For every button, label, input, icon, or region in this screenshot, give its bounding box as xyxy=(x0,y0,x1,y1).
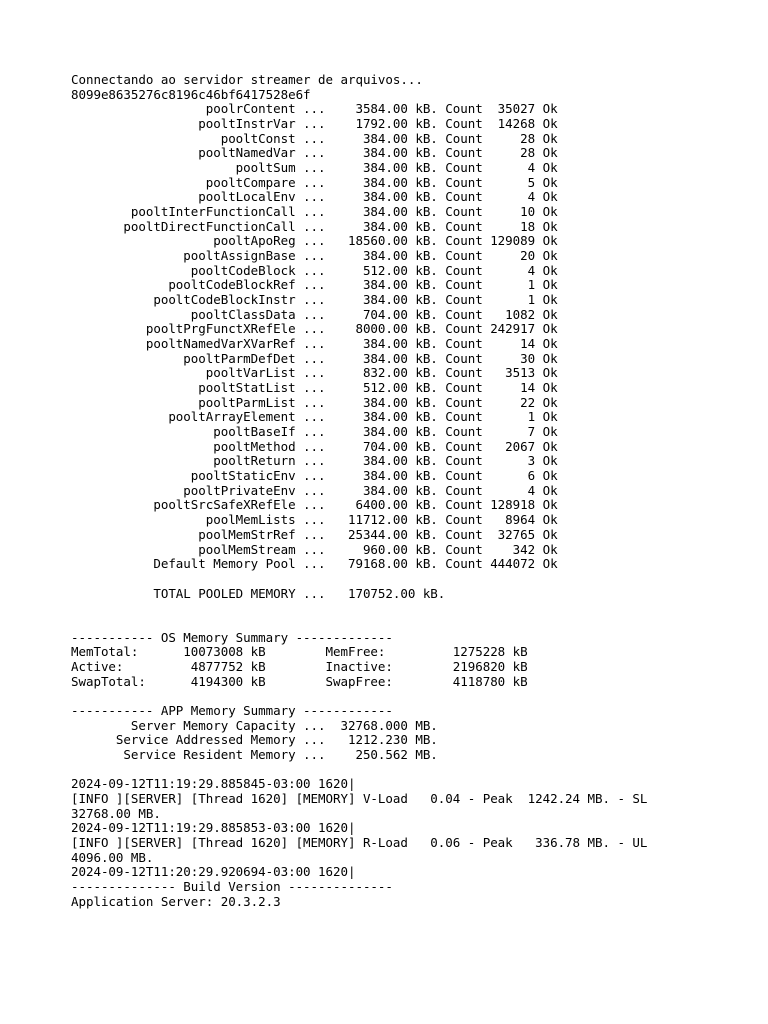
log-line: 2024-09-12T11:19:29.885845-03:00 1620| xyxy=(71,776,356,792)
blank-line xyxy=(71,616,647,631)
pool-row: pooltMethod ... 704.00 kB. Count 2067 Ok xyxy=(71,438,558,454)
log-line: 32768.00 MB. xyxy=(71,805,161,821)
pool-row: pooltCodeBlock ... 512.00 kB. Count 4 Ok xyxy=(71,262,558,278)
os-summary-row: MemTotal: 10073008 kB MemFree: 1275228 kB xyxy=(71,644,528,660)
log-line: 2024-09-12T11:19:29.885853-03:00 1620| xyxy=(71,820,356,836)
log-line: 4096.00 MB. xyxy=(71,849,154,865)
blank-line xyxy=(71,689,647,704)
pool-row: Default Memory Pool ... 79168.00 kB. Count 444072 Ok xyxy=(71,556,558,572)
pool-row: pooltPrgFunctXRefEle ... 8000.00 kB. Count 242917 Ok xyxy=(71,321,558,337)
pool-row: poolMemLists ... 11712.00 kB. Count 8964 Ok xyxy=(71,512,558,528)
pool-row: pooltArrayElement ... 384.00 kB. Count 1 Ok xyxy=(71,409,558,425)
pool-row: pooltConst ... 384.00 kB. Count 28 Ok xyxy=(71,130,558,146)
pool-row: pooltParmDefDet ... 384.00 kB. Count 30 Ok xyxy=(71,350,558,366)
pool-row: poolMemStrRef ... 25344.00 kB. Count 32765 Ok xyxy=(71,526,558,542)
log-line: 2024-09-12T11:20:29.920694-03:00 1620| xyxy=(71,864,356,880)
pool-row: pooltParmList ... 384.00 kB. Count 22 Ok xyxy=(71,394,558,410)
os-summary-row: Active: 4877752 kB Inactive: 2196820 kB xyxy=(71,658,528,674)
pool-row: pooltSum ... 384.00 kB. Count 4 Ok xyxy=(71,160,558,176)
pool-row: pooltNamedVarXVarRef ... 384.00 kB. Count 14 Ok xyxy=(71,336,558,352)
app-summary-row: Service Addressed Memory ... 1212.230 MB. xyxy=(71,732,438,748)
pool-row: pooltDirectFunctionCall ... 384.00 kB. Count 18 Ok xyxy=(71,218,558,234)
os-summary-row: SwapTotal: 4194300 kB SwapFree: 4118780 kB xyxy=(71,673,528,689)
pool-row: pooltStatList ... 512.00 kB. Count 14 Ok xyxy=(71,380,558,396)
pool-row: pooltReturn ... 384.00 kB. Count 3 Ok xyxy=(71,453,558,469)
pool-row: pooltNamedVar ... 384.00 kB. Count 28 Ok xyxy=(71,145,558,161)
os-summary-title: ----------- OS Memory Summary ------------- xyxy=(71,629,393,645)
pool-row: pooltApoReg ... 18560.00 kB. Count 129089 Ok xyxy=(71,233,558,249)
console-log xyxy=(71,73,647,909)
app-summary-row: Server Memory Capacity ... 32768.000 MB. xyxy=(71,717,438,733)
pool-row: poolrContent ... 3584.00 kB. Count 35027 Ok xyxy=(71,101,558,117)
pool-row: pooltCodeBlockRef ... 384.00 kB. Count 1 Ok xyxy=(71,277,558,293)
pool-row: pooltClassData ... 704.00 kB. Count 1082 Ok xyxy=(71,306,558,322)
app-summary-title: ----------- APP Memory Summary ------------ xyxy=(71,702,393,718)
pool-row: pooltLocalEnv ... 384.00 kB. Count 4 Ok xyxy=(71,189,558,205)
pool-row: pooltCodeBlockInstr ... 384.00 kB. Count 1 Ok xyxy=(71,292,558,308)
pool-row: pooltInterFunctionCall ... 384.00 kB. Count 10 Ok xyxy=(71,204,558,220)
pool-row: pooltStaticEnv ... 384.00 kB. Count 6 Ok xyxy=(71,468,558,484)
session-id: 8099e8635276c8196c46bf6417528e6f xyxy=(71,86,311,102)
pool-row: poolMemStream ... 960.00 kB. Count 342 Ok xyxy=(71,541,558,557)
pool-row: pooltCompare ... 384.00 kB. Count 5 Ok xyxy=(71,174,558,190)
pool-row: pooltPrivateEnv ... 384.00 kB. Count 4 Ok xyxy=(71,482,558,498)
connecting-message: Connectando ao servidor streamer de arquivos... xyxy=(71,72,423,87)
blank-line xyxy=(71,601,647,616)
app-summary-row: Service Resident Memory ... 250.562 MB. xyxy=(71,746,438,762)
application-server-version: Application Server: 20.3.2.3 xyxy=(71,893,281,909)
log-line: [INFO ][SERVER] [Thread 1620] [MEMORY] V-Load 0.04 - Peak 1242.24 MB. - SL xyxy=(71,790,648,806)
pool-row: pooltAssignBase ... 384.00 kB. Count 20 Ok xyxy=(71,248,558,264)
pool-row: pooltSrcSafeXRefEle ... 6400.00 kB. Count 128918 Ok xyxy=(71,497,558,513)
pool-row: pooltVarList ... 832.00 kB. Count 3513 Ok xyxy=(71,365,558,381)
build-version-title: -------------- Build Version -------------- xyxy=(71,878,393,894)
log-line: [INFO ][SERVER] [Thread 1620] [MEMORY] R-Load 0.06 - Peak 336.78 MB. - UL xyxy=(71,834,648,850)
total-pooled-memory: TOTAL POOLED MEMORY ... 170752.00 kB. xyxy=(71,585,446,601)
blank-line xyxy=(71,763,647,778)
pool-row: pooltInstrVar ... 1792.00 kB. Count 14268 Ok xyxy=(71,116,558,132)
pool-row: pooltBaseIf ... 384.00 kB. Count 7 Ok xyxy=(71,424,558,440)
blank-line xyxy=(71,572,647,587)
